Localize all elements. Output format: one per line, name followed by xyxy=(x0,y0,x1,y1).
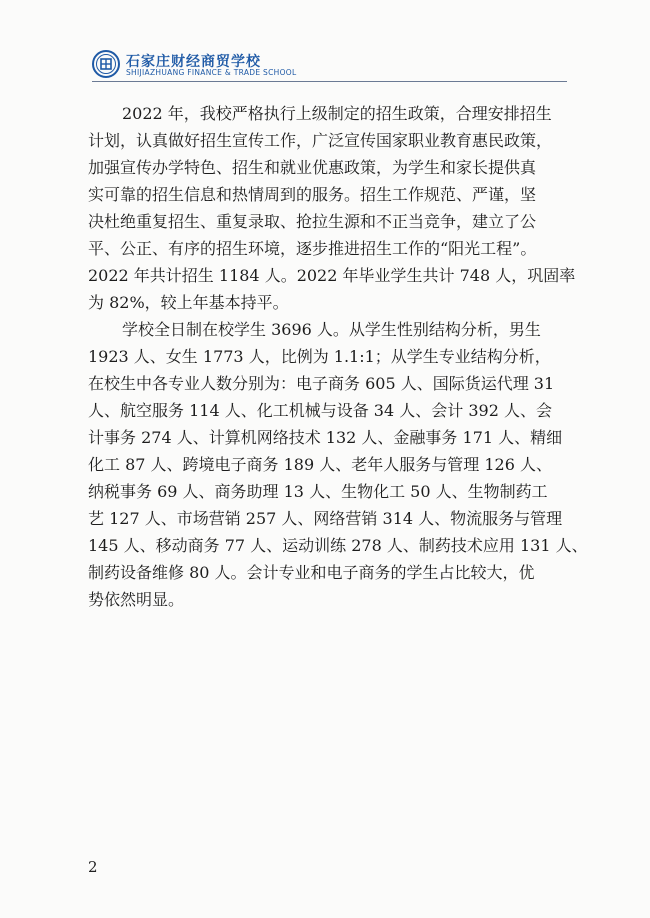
text-line: 145 人、移动商务 77 人、运动训练 278 人、制药技术应用 131 人、 xyxy=(88,536,588,555)
text-line: 2022 年共计招生 1184 人。2022 年毕业学生共计 748 人，巩固率 xyxy=(88,266,576,285)
letterhead xyxy=(92,50,572,80)
text-line: 决杜绝重复招生、重复录取、抢拉生源和不正当竞争，建立了公 xyxy=(88,212,537,231)
text-line: 人、航空服务 114 人、化工机械与设备 34 人、会计 392 人、会 xyxy=(88,401,552,420)
text-line: 势依然明显。 xyxy=(88,590,185,609)
text-line: 为 82%，较上年基本持平。 xyxy=(88,293,289,312)
paragraph-enrollment xyxy=(88,100,576,316)
text-line: 纳税事务 69 人、商务助理 13 人、生物化工 50 人、生物制药工 xyxy=(88,482,548,501)
text-line: 在校生中各专业人数分别为：电子商务 605 人、国际货运代理 31 xyxy=(88,374,555,393)
text-line: 计划，认真做好招生宣传工作，广泛宣传国家职业教育惠民政策， xyxy=(88,131,553,150)
school-name-en: SHIJIAZHUANG FINANCE & TRADE SCHOOL xyxy=(126,68,297,77)
document-body xyxy=(88,100,588,613)
text-line: 艺 127 人、市场营销 257 人、网络营销 314 人、物流服务与管理 xyxy=(88,509,563,528)
text-line: 学校全日制在校学生 3696 人。从学生性别结构分析，男生 xyxy=(122,320,541,339)
text-line: 平、公正、有序的招生环境，逐步推进招生工作的“阳光工程”。 xyxy=(88,239,537,258)
school-emblem-icon xyxy=(92,50,120,78)
text-line: 2022 年，我校严格执行上级制定的招生政策，合理安排招生 xyxy=(122,104,552,123)
paragraph-student-structure xyxy=(88,316,588,613)
page-number: 2 xyxy=(88,858,98,876)
school-name-cn: 石家庄财经商贸学校 xyxy=(126,54,261,70)
text-line: 计事务 274 人、计算机网络技术 132 人、金融事务 171 人、精细 xyxy=(88,428,563,447)
text-line: 实可靠的招生信息和热情周到的服务。招生工作规范、严谨，坚 xyxy=(88,185,537,204)
text-line: 1923 人、女生 1773 人，比例为 1.1:1；从学生专业结构分析， xyxy=(88,347,551,366)
text-line: 制药设备维修 80 人。会计专业和电子商务的学生占比较大，优 xyxy=(88,563,535,582)
header-divider xyxy=(92,81,567,82)
text-line: 化工 87 人、跨境电子商务 189 人、老年人服务与管理 126 人、 xyxy=(88,455,552,474)
text-line: 加强宣传办学特色、招生和就业优惠政策，为学生和家长提供真 xyxy=(88,158,537,177)
